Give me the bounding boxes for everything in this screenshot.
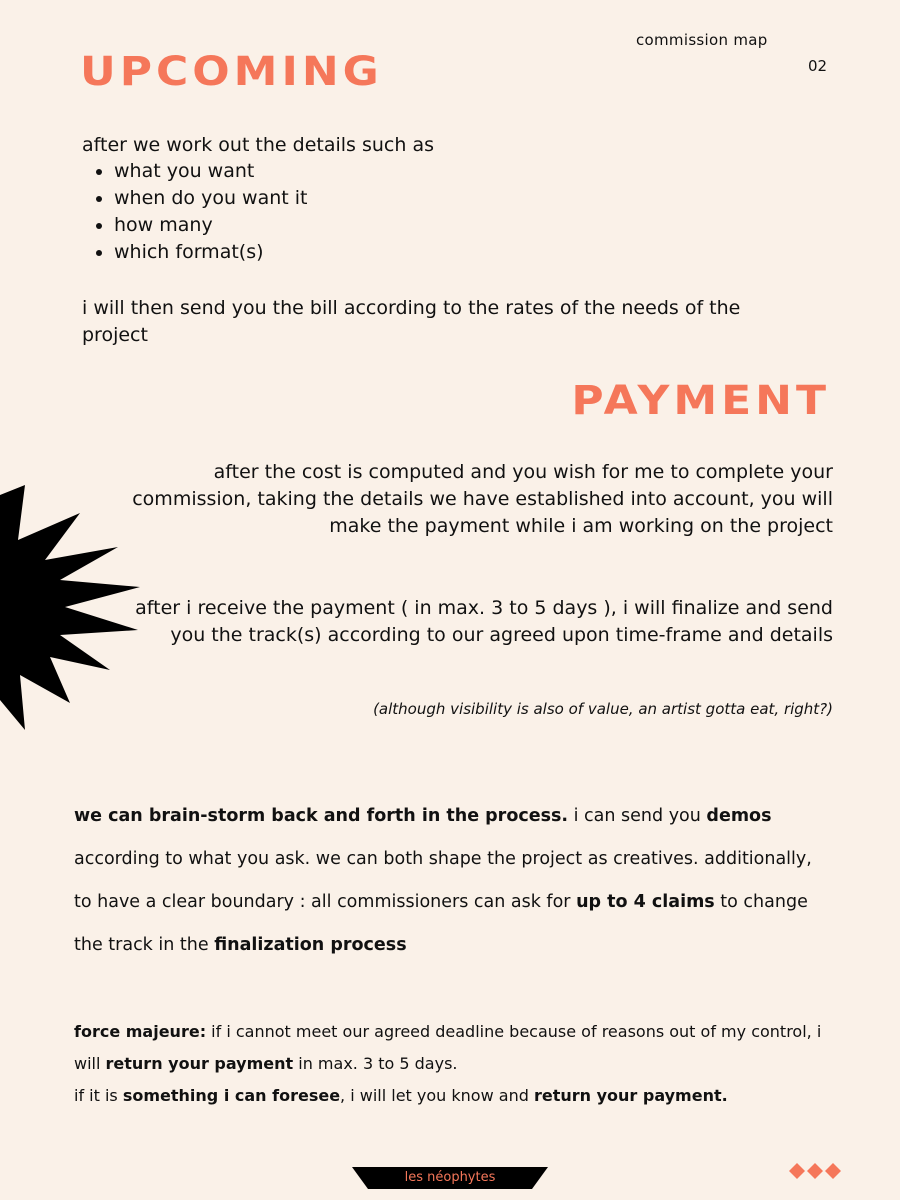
force-text-1: if i cannot meet our agreed deadline because of reasons out of my control, i will	[74, 1022, 822, 1073]
force-bold-1: return your payment	[105, 1054, 294, 1073]
force-bold-2: something i can foresee	[122, 1086, 341, 1105]
process-bold-2: demos	[706, 806, 772, 826]
process-text-1: i can send you	[568, 806, 707, 826]
page-number: 02	[808, 57, 828, 75]
force-text-2: in max. 3 to 5 days.	[293, 1054, 458, 1073]
details-list	[82, 158, 307, 266]
footer-brand: les néophytes	[404, 1170, 496, 1185]
force-majeure-paragraph	[74, 1016, 834, 1112]
list-item: • when do you want it	[114, 185, 307, 212]
payment-paragraph-1: after the cost is computed and you wish for me to complete your commission, taking the details we have established into account, you will make the payment while i am working on the project	[132, 461, 833, 537]
force-text-3: if it is	[74, 1086, 123, 1105]
upcoming-title: UPCOMING	[80, 48, 383, 95]
diamonds-icon	[788, 1161, 842, 1181]
payment-aside: (although visibility is also of value, an artist gotta eat, right?)	[373, 700, 833, 718]
list-item: • how many	[114, 212, 307, 239]
force-text-4: , i will let you know and	[340, 1086, 534, 1105]
list-item: • what you want	[114, 158, 307, 185]
process-text-2: according to what you ask. we can both shape the project as creatives. additionally, to have a clear boundary : all commissioners can ask for	[74, 849, 812, 912]
force-bold-3: return your payment.	[533, 1086, 728, 1105]
process-bold-3: up to 4 claims	[576, 892, 715, 912]
payment-paragraph-2: after i receive the payment ( in max. 3 to 5 days ), i will finalize and send you the track(s) according to our agreed upon time-frame and details	[135, 597, 833, 646]
header-label: commission map	[636, 31, 768, 49]
process-text-3: to change the track in the	[74, 892, 808, 955]
process-bold-4: finalization process	[214, 935, 407, 955]
bill-text: i will then send you the bill according to the rates of the needs of the project	[82, 297, 741, 346]
list-item: • which format(s)	[114, 239, 307, 266]
force-majeure-label: force majeure:	[74, 1022, 207, 1041]
payment-title: PAYMENT	[571, 377, 830, 424]
process-bold-1: we can brain-storm back and forth in the process.	[74, 806, 569, 826]
process-paragraph	[74, 795, 834, 967]
upcoming-intro: after we work out the details such as	[82, 134, 435, 156]
